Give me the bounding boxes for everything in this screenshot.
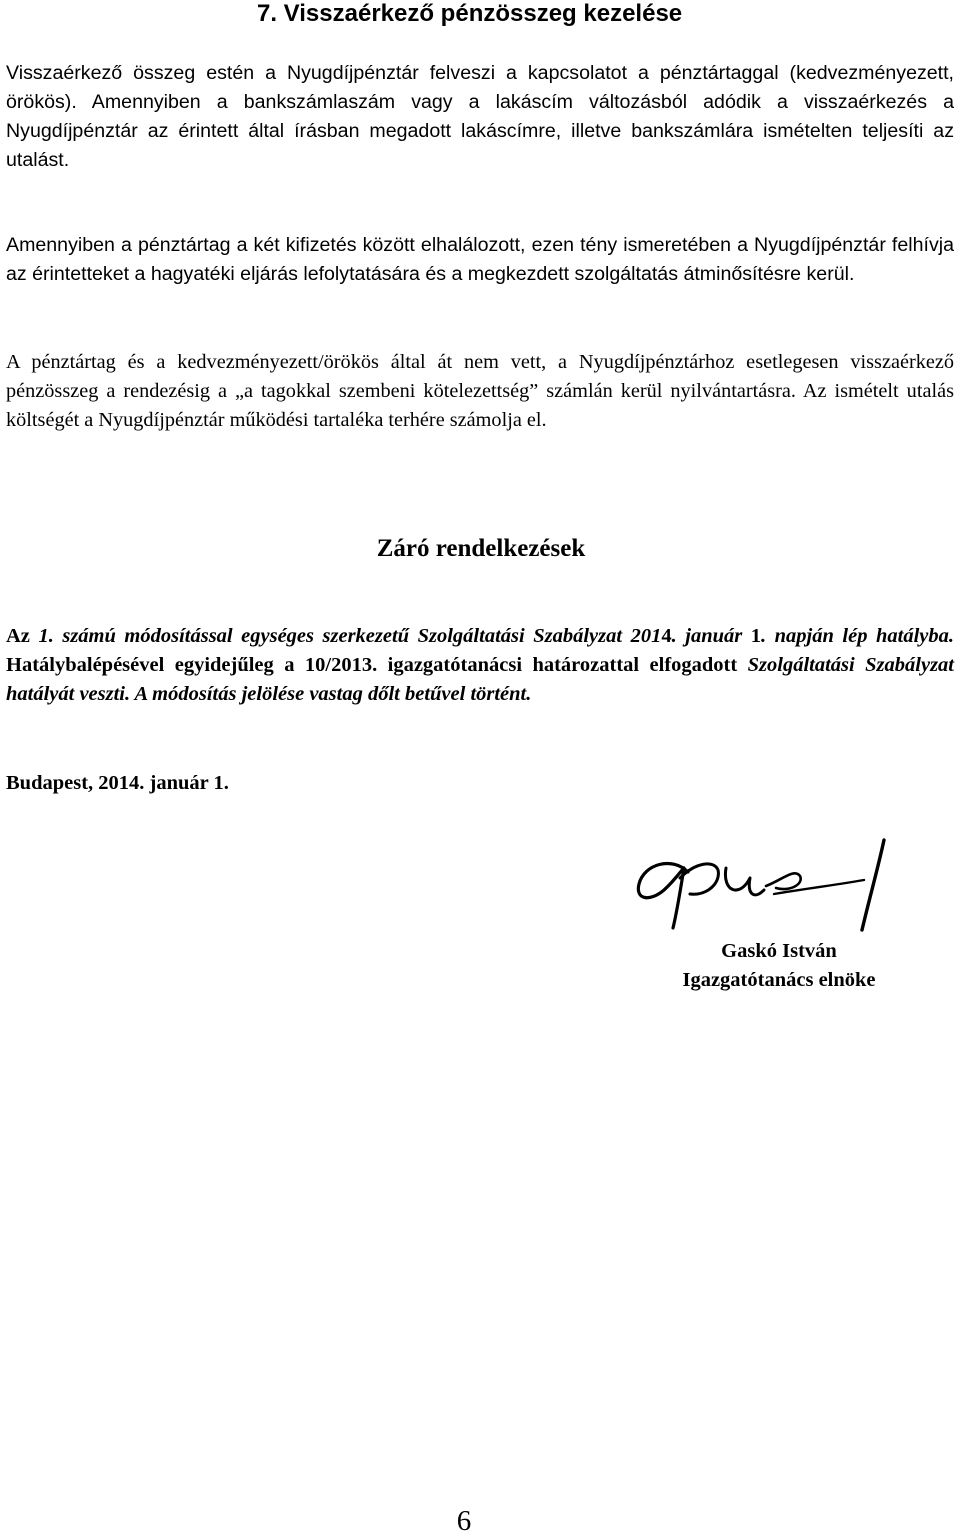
section-heading: 7. Visszaérkező pénzösszeg kezelése — [257, 0, 683, 27]
closing-text-part-italic: . napján lép hatályba. — [761, 625, 955, 647]
closing-text-part: igazgatótanácsi határozattal elfogadott — [387, 654, 748, 676]
paragraph-member-death: Amennyiben a pénztártag a két kifizetés között elhalálozott, ezen tény ismeretében a Nyugdíjpénztár felhívja az érintetteket a hagyatéki eljárás lefolytatására és a megkezdett szolgáltatás átminősítésre kerül. — [6, 234, 954, 285]
closing-text-part: 4 — [661, 625, 672, 647]
signer-title: Igazgatótanács elnöke — [682, 969, 876, 991]
paragraph-unclaimed-amount: A pénztártag és a kedvezményezett/örökös által át nem vett, a Nyugdíjpénztárhoz esetlegesen visszaérkező pénzösszeg a rendezésig a „a tagokkal szembeni kötelezettség” számlán kerül nyilvántartásra. Az ismételt utalás költségét a Nyugdíjpénztár működési tartaléka terhére számolja el. — [6, 351, 954, 431]
closing-provisions-heading-text: Záró rendelkezések — [376, 535, 586, 562]
closing-text-part: Az — [6, 625, 39, 647]
closing-text-part: Hatálybalépésével egyidejűleg a 10/2013. — [6, 654, 388, 676]
closing-text-part-italic: Szolgáltatási Szabályzat hatályát veszti. A módosítás jelölése vastag dőlt betűvel történt. — [6, 654, 955, 705]
date-line: Budapest, 2014. január 1. — [6, 772, 229, 794]
signer-name: Gaskó István — [721, 940, 837, 962]
closing-text-part-italic: 1. számú módosítással egységes szerkezetű Szolgáltatási Szabályzat 201 — [38, 625, 662, 647]
handwritten-signature — [630, 832, 890, 932]
closing-provisions-text — [6, 622, 954, 709]
closing-text-part: 1 — [750, 625, 761, 647]
page-number: 6 — [456, 1505, 472, 1537]
closing-provisions-heading — [0, 531, 960, 567]
paragraph-return-handling: Visszaérkező összeg estén a Nyugdíjpénztár felveszi a kapcsolatot a pénztártaggal (kedvezményezett, örökös). Amennyiben a bankszámlaszám vagy a lakáscím változásból adódik a visszaérkezés a Nyugdíjpénztár az érintett által írásban megadott lakáscímre, illetve bankszámlára ismételten teljesíti az utalást. — [6, 62, 954, 171]
closing-text-part-italic: . január — [671, 625, 751, 647]
